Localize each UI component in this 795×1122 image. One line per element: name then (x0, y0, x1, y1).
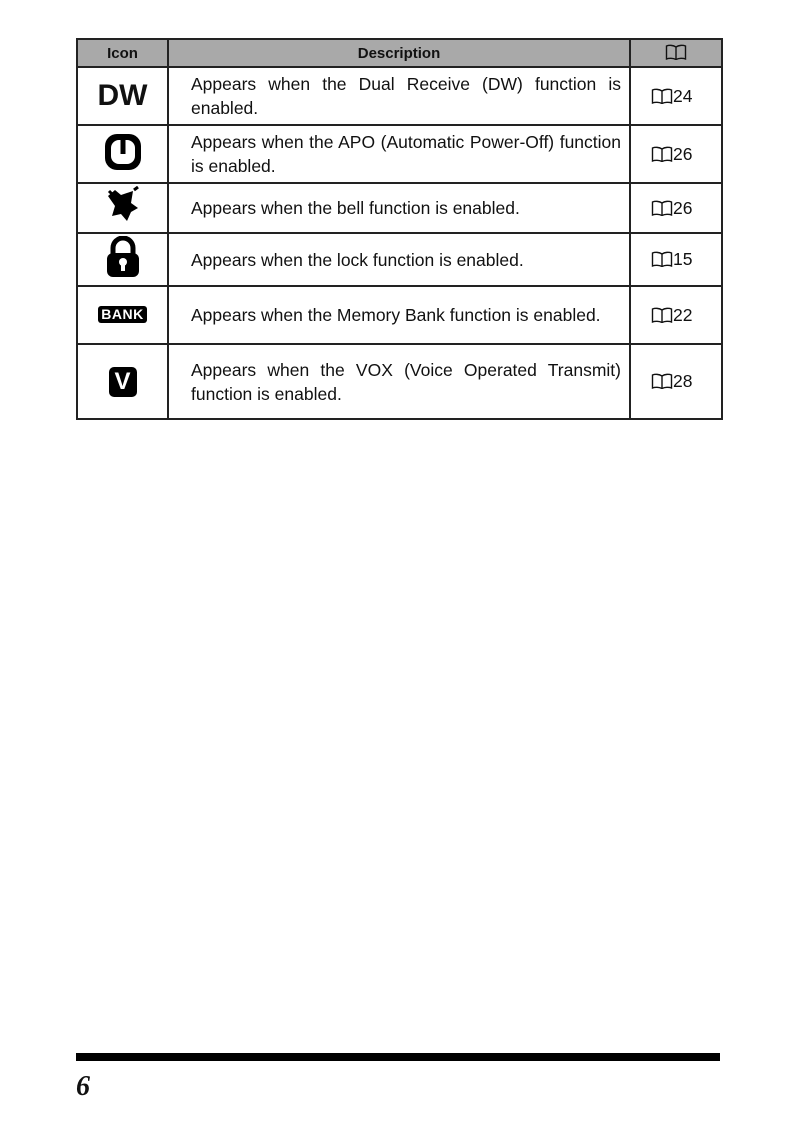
row-description: Appears when the Memory Bank function is enabled. (168, 286, 630, 344)
page-number: 6 (76, 1071, 90, 1102)
table-row (77, 233, 722, 286)
page-reference: 28 (673, 371, 693, 391)
table-header-row (77, 39, 722, 67)
bell-icon (103, 186, 143, 226)
page-reference: 22 (673, 304, 693, 325)
header-icon: Icon (77, 39, 168, 67)
table-row (77, 286, 722, 344)
table-row (77, 125, 722, 183)
book-icon (651, 251, 673, 267)
dual-receive-icon: DW (97, 79, 148, 112)
row-description: Appears when the APO (Automatic Power-Off) function is enabled. (168, 125, 630, 183)
page-reference: 24 (673, 85, 693, 106)
row-description: Appears when the bell function is enabled. (168, 183, 630, 233)
book-icon (651, 146, 673, 162)
row-description: Appears when the Dual Receive (DW) function is enabled. (168, 67, 630, 125)
row-description: Appears when the VOX (Voice Operated Transmit) function is enabled. (168, 344, 630, 419)
book-icon (665, 44, 687, 60)
book-icon (651, 307, 673, 323)
power-icon (103, 132, 143, 172)
book-icon (651, 88, 673, 104)
icon-table (76, 38, 723, 420)
book-icon (651, 200, 673, 216)
footer-rule (76, 1053, 720, 1061)
page-reference: 15 (673, 249, 693, 269)
page-reference: 26 (673, 197, 693, 218)
table-row (77, 183, 722, 233)
book-icon (651, 373, 673, 389)
header-reference (630, 39, 722, 67)
lock-icon (103, 236, 143, 278)
row-description: Appears when the lock function is enabled. (168, 233, 630, 286)
vox-icon: V (109, 367, 137, 397)
bank-icon: BANK (98, 306, 146, 323)
page-reference: 26 (673, 143, 693, 164)
table-row (77, 344, 722, 419)
header-description: Description (168, 39, 630, 67)
table-row (77, 67, 722, 125)
